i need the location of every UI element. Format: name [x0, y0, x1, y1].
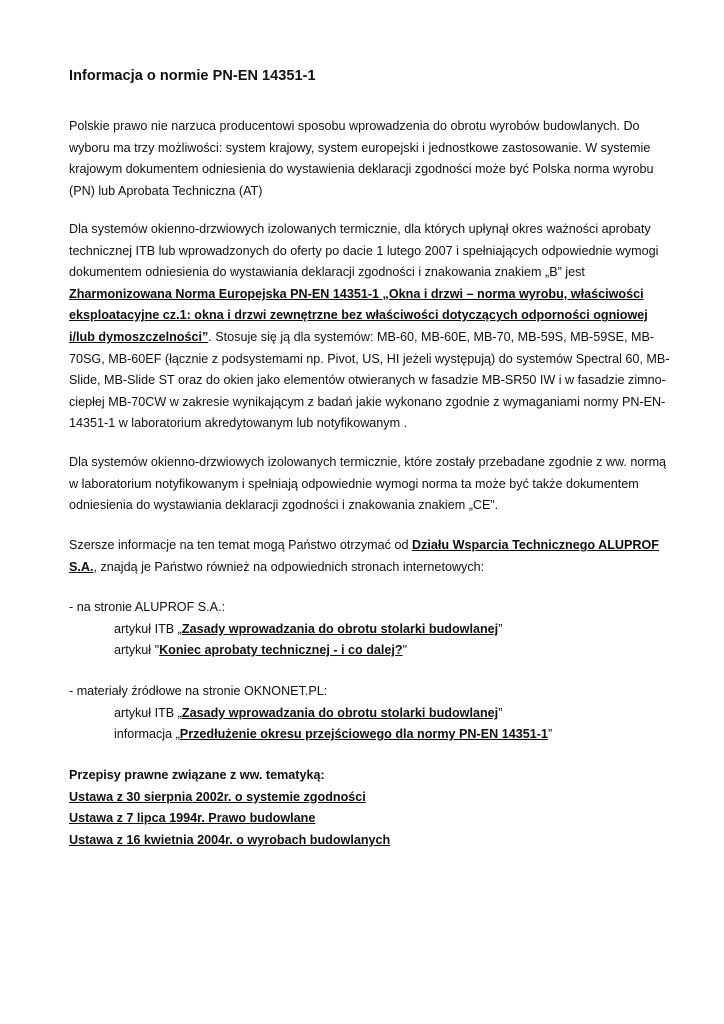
article-link[interactable]: Koniec aprobaty technicznej - i co dalej? [159, 643, 403, 658]
paragraph-intro [69, 116, 653, 202]
text-fragment: , znajdą je Państwo również na odpowiednich stronach internetowych: [93, 559, 485, 574]
law-link[interactable]: Ustawa z 16 kwietnia 2004r. o wyrobach budowlanych [69, 832, 391, 847]
text-fragment: artykuł ITB „ [114, 621, 182, 636]
paragraph-norm [69, 219, 670, 435]
support-dept-link[interactable]: Działu Wsparcia Technicznego ALUPROF [411, 538, 659, 552]
aluprof-links [69, 597, 502, 662]
law-heading: Przepisy prawne związane z ww. tematyką: [69, 768, 325, 782]
text-line: Dla systemów okienno-drzwiowych izolowanych termicznie, które zostały przebadane zgodnie z ww. normą [69, 455, 667, 469]
text-line: 14351-1 w laboratorium akredytowanym lub notyfikowanym . [69, 416, 408, 431]
text-line: wyboru ma trzy możliwości: system krajowy, system europejski i jednostkowe zastosowanie. W systemie [69, 140, 651, 155]
text-line: Polskie prawo nie narzuca producentowi sposobu wprowadzenia do obrotu wyrobów budowlanych. Do [69, 119, 640, 133]
norm-link[interactable]: Zharmonizowana Norma Europejska PN-EN 14351-1 „Okna i drzwi – norma wyrobu, właściwości [69, 286, 644, 301]
section-heading: - na stronie ALUPROF S.A.: [69, 600, 226, 614]
law-section [69, 765, 390, 851]
support-dept-link[interactable]: S.A. [69, 559, 94, 574]
text-line: Slide, MB-Slide ST oraz do okien jako elementów otwieranych w fasadzie MB-SR50 IW i w fasadzie zimno- [69, 373, 666, 388]
text-line: (PN) lub Aprobata Techniczna (AT) [69, 183, 263, 198]
text-fragment: . Stosuje się ją dla systemów: MB-60, MB-60E, MB-70, MB-59S, MB-59SE, MB- [208, 329, 655, 344]
norm-link[interactable]: i/lub dymoszczelności” [69, 329, 209, 344]
text-fragment: ” [498, 621, 503, 636]
article-link[interactable]: Przedłużenie okresu przejściowego dla normy PN-EN 14351-1 [179, 727, 548, 742]
text-line: krajowym dokumentem odniesienia do wystawienia deklaracji zgodności może być Polska norma wyrobu [69, 162, 654, 177]
text-line: technicznej ITB lub wprowadzonych do oferty po dacie 1 lutego 2007 i spełniających odpowiednie wymogi [69, 243, 659, 258]
paragraph-ce [69, 452, 666, 517]
text-line: dokumentem odniesienia do wystawiania deklaracji zgodności i znakowania znakiem „B” jest [69, 265, 585, 280]
page-title: Informacja o normie PN-EN 14351-1 [69, 68, 316, 84]
text-fragment: artykuł ITB „ [114, 705, 182, 720]
text-line: Dla systemów okienno-drzwiowych izolowanych termicznie, dla których upłynął okres ważności aprobaty [69, 222, 651, 236]
text-line: odniesienia do wystawiania deklaracji zgodności i znakowania znakiem „CE”. [69, 498, 499, 513]
section-heading: - materiały źródłowe na stronie OKNONET.PL: [69, 684, 328, 698]
text-line: 70SG, MB-60EF (łącznie z podsystemami np. Pivot, US, HI jeżeli występują) do systemów Spectral 60, MB- [69, 351, 670, 366]
text-line: ciepłej MB-70CW w zakresie wynikającym z badań jakie wykonano zgodnie z wymaganiami normy PN-EN- [69, 394, 666, 409]
text-fragment: artykuł " [114, 643, 160, 658]
article-link[interactable]: Zasady wprowadzania do obrotu stolarki budowlanej [181, 705, 499, 720]
text-fragment: ” [547, 727, 553, 742]
text-fragment: Szersze informacje na ten temat mogą Państwo otrzymać od [69, 538, 412, 552]
text-line: w laboratorium notyfikowanym i spełniają odpowiednie wymogi norma ta może być także dokumentem [69, 476, 639, 491]
article-link[interactable]: Zasady wprowadzania do obrotu stolarki budowlanej [181, 621, 499, 636]
text-fragment: ” [498, 705, 503, 720]
oknonet-links [69, 681, 552, 746]
law-link[interactable]: Ustawa z 7 lipca 1994r. Prawo budowlane [69, 811, 316, 826]
norm-link[interactable]: eksploatacyjne cz.1: okna i drzwi zewnętrzne bez właściwości dotyczących odporności ogniowej [69, 308, 648, 323]
text-fragment: informacja „ [114, 727, 180, 742]
law-link[interactable]: Ustawa z 30 sierpnia 2002r. o systemie zgodności [69, 789, 366, 804]
text-fragment: " [402, 643, 408, 658]
paragraph-contact [69, 535, 659, 578]
